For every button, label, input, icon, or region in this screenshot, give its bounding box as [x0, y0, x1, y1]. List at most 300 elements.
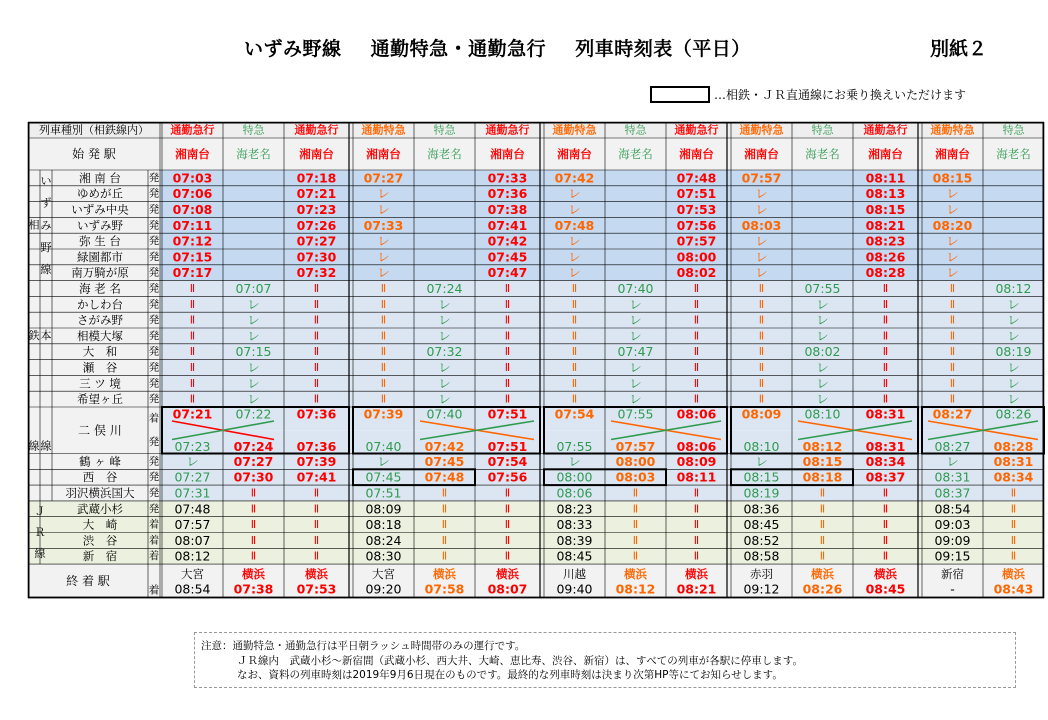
- time-cell: 07:11: [172, 217, 213, 233]
- time-cell: Ⅱ: [882, 392, 889, 406]
- time-cell: Ⅱ: [632, 502, 639, 516]
- time-cell: Ⅱ: [189, 392, 196, 406]
- time-cell: Ⅱ: [882, 297, 889, 311]
- time-cell: 07:40: [426, 406, 463, 422]
- dest-time: 08:26: [802, 581, 843, 597]
- time-cell: レ: [629, 360, 642, 375]
- time-cell: Ⅱ: [693, 502, 700, 516]
- dest-station: 横浜: [874, 567, 897, 582]
- time-cell: 07:41: [296, 469, 337, 485]
- time-cell: Ⅱ: [882, 345, 889, 359]
- time-cell: Ⅱ: [819, 549, 826, 563]
- origin-station: 海老名: [427, 147, 462, 161]
- time-cell: 07:53: [676, 202, 717, 217]
- time-cell: 07:21: [296, 186, 337, 202]
- time-cell: 07:36: [487, 186, 528, 202]
- time-cell: Ⅱ: [504, 549, 511, 563]
- origin-station: 湘南台: [490, 147, 525, 161]
- time-cell: レ: [438, 328, 451, 344]
- time-cell: 08:37: [934, 485, 971, 501]
- time-cell: Ⅱ: [504, 533, 511, 547]
- station-mark: 発: [148, 455, 160, 468]
- time-cell: レ: [816, 375, 829, 391]
- station-name: 弥 生 台: [79, 234, 121, 249]
- station-name: 三 ツ 境: [79, 376, 121, 391]
- train-type: 通勤急行: [294, 123, 339, 137]
- time-cell: 07:17: [172, 265, 213, 281]
- time-cell: Ⅱ: [380, 361, 387, 374]
- segment-label-sotetsu: 鉄: [28, 328, 40, 342]
- origin-station: 海老名: [618, 147, 653, 161]
- time-cell: Ⅱ: [693, 297, 700, 311]
- time-cell: Ⅱ: [250, 533, 257, 547]
- time-cell: レ: [629, 391, 642, 407]
- time-cell: 07:23: [174, 439, 211, 454]
- dest-station: 横浜: [496, 567, 519, 582]
- time-cell: Ⅱ: [571, 392, 578, 406]
- station-mark: 発: [148, 471, 160, 484]
- time-cell: 08:58: [743, 548, 780, 564]
- time-cell: Ⅱ: [882, 361, 889, 374]
- time-cell: Ⅱ: [693, 486, 700, 500]
- time-cell: 08:00: [556, 469, 593, 485]
- time-cell: 07:55: [804, 281, 841, 296]
- time-cell: Ⅱ: [571, 329, 578, 343]
- time-cell: Ⅱ: [380, 392, 387, 406]
- time-cell: Ⅱ: [313, 518, 320, 532]
- time-cell: Ⅱ: [693, 533, 700, 547]
- dest-time: -: [950, 581, 955, 597]
- time-cell: Ⅱ: [949, 329, 956, 343]
- time-cell: Ⅱ: [313, 361, 320, 374]
- time-cell: Ⅱ: [441, 518, 448, 532]
- time-cell: Ⅱ: [380, 376, 387, 390]
- station-mark: 発: [148, 298, 160, 311]
- time-cell: Ⅱ: [693, 282, 700, 295]
- time-cell: 07:57: [174, 517, 211, 533]
- time-cell: Ⅱ: [571, 282, 578, 295]
- time-cell: Ⅱ: [693, 518, 700, 532]
- origin-station: 海老名: [996, 147, 1031, 161]
- origin-station: 湘南台: [175, 147, 210, 161]
- time-cell: 08:37: [865, 469, 906, 485]
- time-cell: レ: [816, 360, 829, 375]
- time-cell: 08:27: [932, 406, 973, 422]
- time-cell: 07:51: [487, 406, 528, 422]
- time-cell: Ⅱ: [189, 329, 196, 343]
- time-cell: Ⅱ: [882, 329, 889, 343]
- time-cell: Ⅱ: [819, 518, 826, 532]
- time-cell: 08:18: [802, 469, 843, 485]
- station-mark: 着: [148, 534, 160, 547]
- time-cell: 08:23: [556, 501, 593, 517]
- time-cell: 08:18: [365, 517, 402, 533]
- segment-label-main: 線: [40, 439, 52, 453]
- time-cell: レ: [186, 453, 199, 469]
- time-cell: 07:07: [235, 281, 272, 296]
- page-title: [244, 34, 773, 61]
- time-cell: 08:02: [804, 344, 841, 360]
- time-cell: Ⅱ: [504, 313, 511, 327]
- time-cell: Ⅱ: [693, 361, 700, 374]
- time-cell: 08:27: [934, 439, 971, 454]
- time-cell: 08:52: [743, 532, 780, 548]
- time-cell: 08:24: [365, 532, 402, 548]
- time-cell: レ: [755, 265, 768, 281]
- time-cell: 07:24: [233, 439, 274, 454]
- time-cell: Ⅱ: [504, 518, 511, 532]
- time-cell: レ: [755, 233, 768, 249]
- time-cell: 07:36: [296, 439, 337, 454]
- time-cell: Ⅱ: [250, 518, 257, 532]
- dest-time: 08:54: [174, 581, 211, 597]
- time-cell: Ⅱ: [380, 345, 387, 359]
- dest-time: 08:21: [676, 581, 717, 597]
- dest-station: 大宮: [181, 567, 204, 582]
- train-type: 通勤急行: [863, 123, 908, 137]
- time-cell: Ⅱ: [1010, 502, 1017, 516]
- time-cell: 08:10: [804, 406, 841, 422]
- time-cell: Ⅱ: [949, 282, 956, 295]
- station-name: 大 崎: [82, 517, 118, 532]
- origin-station: 湘南台: [299, 147, 334, 161]
- time-cell: レ: [377, 453, 390, 469]
- time-cell: レ: [568, 233, 581, 249]
- time-cell: Ⅱ: [758, 361, 765, 374]
- time-cell: 07:48: [174, 501, 211, 517]
- time-cell: 08:12: [802, 439, 843, 454]
- segment-label-jr: Ｒ: [34, 526, 46, 539]
- origin-station: 湘南台: [868, 147, 903, 161]
- time-cell: 08:03: [741, 217, 782, 233]
- time-cell: Ⅱ: [949, 313, 956, 327]
- station-mark: 発: [148, 435, 160, 448]
- time-cell: Ⅱ: [882, 549, 889, 563]
- time-cell: Ⅱ: [819, 533, 826, 547]
- time-cell: 08:07: [174, 532, 211, 548]
- station-mark: 発: [148, 282, 160, 295]
- origin-station: 海老名: [805, 147, 840, 161]
- time-cell: Ⅱ: [949, 392, 956, 406]
- time-cell: レ: [946, 249, 959, 265]
- time-cell: Ⅱ: [949, 297, 956, 311]
- time-cell: 08:15: [932, 170, 973, 186]
- time-cell: Ⅱ: [313, 486, 320, 500]
- time-cell: Ⅱ: [949, 345, 956, 359]
- time-cell: Ⅱ: [693, 313, 700, 327]
- time-cell: 09:15: [934, 548, 971, 564]
- time-cell: Ⅱ: [571, 313, 578, 327]
- time-cell: 07:51: [676, 186, 717, 202]
- station-mark: 着: [148, 518, 160, 531]
- time-cell: レ: [946, 233, 959, 249]
- time-cell: レ: [247, 296, 260, 312]
- time-cell: 07:57: [615, 439, 656, 454]
- dest-time: 08:07: [487, 581, 528, 597]
- station-mark: 発: [148, 502, 160, 515]
- time-cell: レ: [438, 360, 451, 375]
- timetable: [28, 122, 1034, 630]
- legend-box: [650, 86, 710, 103]
- station-mark: 発: [148, 266, 160, 279]
- time-cell: レ: [247, 328, 260, 344]
- time-cell: Ⅱ: [882, 533, 889, 547]
- time-cell: 08:15: [865, 202, 906, 217]
- time-cell: 08:11: [865, 170, 906, 186]
- time-cell: Ⅱ: [189, 345, 196, 359]
- time-cell: 08:19: [995, 344, 1032, 360]
- origin-station: 海老名: [236, 147, 271, 161]
- title-train-types: 通勤特急・通勤急行: [370, 38, 547, 60]
- note-line: ＪＲ線内 武蔵小杉～新宿間（武蔵小杉、西大井、大崎、恵比寿、渋谷、新宿）は、すべての列車が各駅に停車します。: [237, 654, 803, 667]
- time-cell: 07:27: [363, 170, 404, 186]
- time-cell: 07:32: [296, 265, 337, 281]
- time-cell: 08:12: [174, 548, 211, 564]
- time-cell: Ⅱ: [882, 313, 889, 327]
- dest-station: 横浜: [242, 567, 265, 582]
- time-cell: 07:47: [617, 344, 654, 360]
- station-name: 渋 谷: [82, 533, 118, 548]
- time-cell: Ⅱ: [313, 313, 320, 327]
- time-cell: Ⅱ: [693, 329, 700, 343]
- time-cell: 08:26: [995, 406, 1032, 422]
- time-cell: 08:11: [676, 469, 717, 485]
- segment-label-sotetsu: 線: [28, 439, 40, 453]
- time-cell: Ⅱ: [441, 486, 448, 500]
- time-cell: Ⅱ: [758, 345, 765, 359]
- time-cell: レ: [946, 186, 959, 202]
- legend-text: …相鉄・ＪＲ直通線にお乗り換えいただけます: [714, 88, 967, 102]
- time-cell: 08:00: [676, 249, 717, 265]
- time-cell: レ: [946, 265, 959, 281]
- time-cell: 08:30: [365, 548, 402, 564]
- station-name: 大 和: [82, 344, 118, 359]
- time-cell: Ⅱ: [758, 282, 765, 295]
- station-name: いずみ野: [77, 218, 123, 233]
- station-name: 西 谷: [82, 470, 118, 485]
- train-type: 特急: [1002, 123, 1025, 137]
- dest-header: 終 着 駅: [66, 574, 110, 589]
- time-cell: レ: [629, 375, 642, 391]
- time-cell: レ: [377, 186, 390, 202]
- train-type: 特急: [811, 123, 834, 137]
- train-type: 通勤急行: [674, 123, 719, 137]
- time-cell: 07:32: [426, 344, 463, 360]
- time-cell: 07:42: [424, 439, 465, 454]
- time-cell: Ⅱ: [189, 361, 196, 374]
- time-cell: Ⅱ: [189, 297, 196, 311]
- train-type: 通勤特急: [361, 123, 406, 137]
- time-cell: 08:23: [865, 233, 906, 249]
- time-cell: 08:54: [934, 501, 971, 517]
- time-cell: 08:36: [743, 501, 780, 517]
- time-cell: Ⅱ: [313, 502, 320, 516]
- train-type: 特急: [433, 123, 456, 137]
- time-cell: 07:55: [617, 406, 654, 422]
- time-cell: 07:03: [172, 170, 213, 186]
- time-cell: レ: [247, 375, 260, 391]
- station-name: 湘 南 台: [79, 170, 121, 185]
- time-cell: 08:31: [865, 439, 906, 454]
- train-type: 通勤特急: [739, 123, 784, 137]
- time-cell: 07:42: [554, 170, 595, 186]
- time-cell: レ: [438, 375, 451, 391]
- dest-time: 07:38: [233, 581, 274, 597]
- dest-time: 08:43: [993, 581, 1034, 597]
- time-cell: Ⅱ: [1010, 486, 1017, 500]
- time-cell: 07:27: [233, 453, 274, 469]
- time-cell: 08:00: [615, 453, 656, 469]
- time-cell: 08:06: [676, 439, 717, 454]
- time-cell: 07:08: [172, 202, 213, 217]
- time-cell: 07:45: [365, 469, 402, 485]
- station-name: 相模大塚: [77, 328, 123, 343]
- time-cell: Ⅱ: [882, 518, 889, 532]
- time-cell: Ⅱ: [1010, 549, 1017, 563]
- time-cell: Ⅱ: [504, 376, 511, 390]
- time-cell: 07:51: [487, 439, 528, 454]
- time-cell: 07:48: [676, 170, 717, 186]
- time-cell: 08:31: [865, 406, 906, 422]
- dest-station: 新宿: [941, 567, 964, 582]
- time-cell: レ: [377, 202, 390, 217]
- time-cell: Ⅱ: [504, 361, 511, 374]
- time-cell: 07:33: [363, 217, 404, 233]
- dest-time: 07:53: [296, 581, 337, 597]
- time-cell: 07:33: [487, 170, 528, 186]
- time-cell: レ: [438, 296, 451, 312]
- time-cell: Ⅱ: [313, 345, 320, 359]
- time-cell: 07:27: [296, 233, 337, 249]
- time-cell: レ: [816, 296, 829, 312]
- time-cell: 08:06: [556, 485, 593, 501]
- origin-station: 湘南台: [557, 147, 592, 161]
- station-name: 鶴 ヶ 峰: [79, 454, 121, 469]
- time-cell: Ⅱ: [313, 392, 320, 406]
- station-name: 羽沢横浜国大: [65, 486, 135, 500]
- time-cell: レ: [816, 328, 829, 344]
- time-cell: 07:51: [365, 485, 402, 501]
- dest-station: 横浜: [1002, 567, 1025, 582]
- time-cell: レ: [438, 312, 451, 328]
- train-type-header: 列車種別（相鉄線内）: [39, 123, 149, 137]
- time-cell: 07:26: [296, 217, 337, 233]
- station-mark: 発: [148, 187, 160, 200]
- time-cell: Ⅱ: [882, 376, 889, 390]
- time-cell: レ: [568, 186, 581, 202]
- time-cell: レ: [629, 312, 642, 328]
- time-cell: レ: [816, 312, 829, 328]
- station-mark: 発: [148, 314, 160, 327]
- time-cell: 07:40: [365, 439, 402, 454]
- station-name: 瀬 谷: [82, 360, 118, 375]
- time-cell: Ⅱ: [504, 502, 511, 516]
- train-type: 特急: [624, 123, 647, 137]
- dest-time: 08:45: [865, 581, 906, 597]
- time-cell: Ⅱ: [441, 549, 448, 563]
- dest-station: 大宮: [372, 567, 395, 582]
- time-cell: 07:41: [487, 217, 528, 233]
- time-cell: Ⅱ: [758, 313, 765, 327]
- time-cell: 08:09: [676, 453, 717, 469]
- time-cell: Ⅱ: [1010, 533, 1017, 547]
- note-line: 注意：通勤特急・通勤急行は平日朝ラッシュ時間帯のみの運行です。: [201, 640, 526, 652]
- time-cell: Ⅱ: [949, 376, 956, 390]
- station-mark: 発: [148, 171, 160, 184]
- time-cell: 08:45: [743, 517, 780, 533]
- time-cell: レ: [377, 265, 390, 281]
- time-cell: 07:23: [296, 202, 337, 217]
- time-cell: Ⅱ: [380, 313, 387, 327]
- time-cell: Ⅱ: [571, 345, 578, 359]
- time-cell: Ⅱ: [758, 297, 765, 311]
- time-cell: 08:15: [802, 453, 843, 469]
- time-cell: Ⅱ: [819, 502, 826, 516]
- time-cell: レ: [377, 249, 390, 265]
- time-cell: Ⅱ: [441, 533, 448, 547]
- train-type: 通勤急行: [485, 123, 530, 137]
- dest-station: 横浜: [685, 567, 708, 582]
- time-cell: レ: [1007, 391, 1020, 407]
- time-cell: Ⅱ: [693, 345, 700, 359]
- dest-time: 09:12: [743, 581, 780, 597]
- time-cell: 07:06: [172, 186, 213, 202]
- time-cell: 08:28: [993, 439, 1034, 454]
- time-cell: 08:31: [934, 469, 971, 485]
- segment-label-izumino: み: [40, 218, 52, 232]
- time-cell: Ⅱ: [882, 502, 889, 516]
- time-cell: レ: [816, 391, 829, 407]
- time-cell: 09:09: [934, 532, 971, 548]
- time-cell: レ: [568, 202, 581, 217]
- station-mark: 着: [148, 550, 160, 563]
- time-cell: 07:57: [676, 233, 717, 249]
- origin-station: 湘南台: [744, 147, 779, 161]
- time-cell: レ: [755, 186, 768, 202]
- time-cell: レ: [247, 312, 260, 328]
- time-cell: Ⅱ: [189, 313, 196, 327]
- time-cell: 08:13: [865, 186, 906, 202]
- time-cell: Ⅱ: [693, 392, 700, 406]
- time-cell: Ⅱ: [758, 376, 765, 390]
- dest-station: 赤羽: [750, 567, 773, 582]
- time-cell: 07:56: [676, 217, 717, 233]
- time-cell: 07:18: [296, 170, 337, 186]
- time-cell: 08:09: [741, 406, 782, 422]
- time-cell: 08:20: [932, 217, 973, 233]
- time-cell: 07:15: [172, 249, 213, 265]
- time-cell: 08:02: [676, 265, 717, 281]
- time-cell: 08:34: [865, 453, 906, 469]
- station-name: さがみ野: [77, 313, 123, 328]
- time-cell: Ⅱ: [504, 486, 511, 500]
- time-cell: Ⅱ: [632, 549, 639, 563]
- time-cell: レ: [629, 328, 642, 344]
- dest-time: 08:12: [615, 581, 656, 597]
- time-cell: レ: [755, 202, 768, 217]
- time-cell: Ⅱ: [313, 282, 320, 295]
- time-cell: 08:26: [865, 249, 906, 265]
- train-type: 通勤急行: [170, 123, 215, 137]
- dest-station: 川越: [563, 567, 586, 582]
- time-cell: Ⅱ: [441, 502, 448, 516]
- time-cell: Ⅱ: [504, 329, 511, 343]
- segment-label-izumino: 野: [40, 240, 52, 254]
- time-cell: Ⅱ: [313, 297, 320, 311]
- time-cell: 07:55: [556, 439, 593, 454]
- time-cell: Ⅱ: [380, 282, 387, 295]
- time-cell: 07:21: [172, 406, 213, 422]
